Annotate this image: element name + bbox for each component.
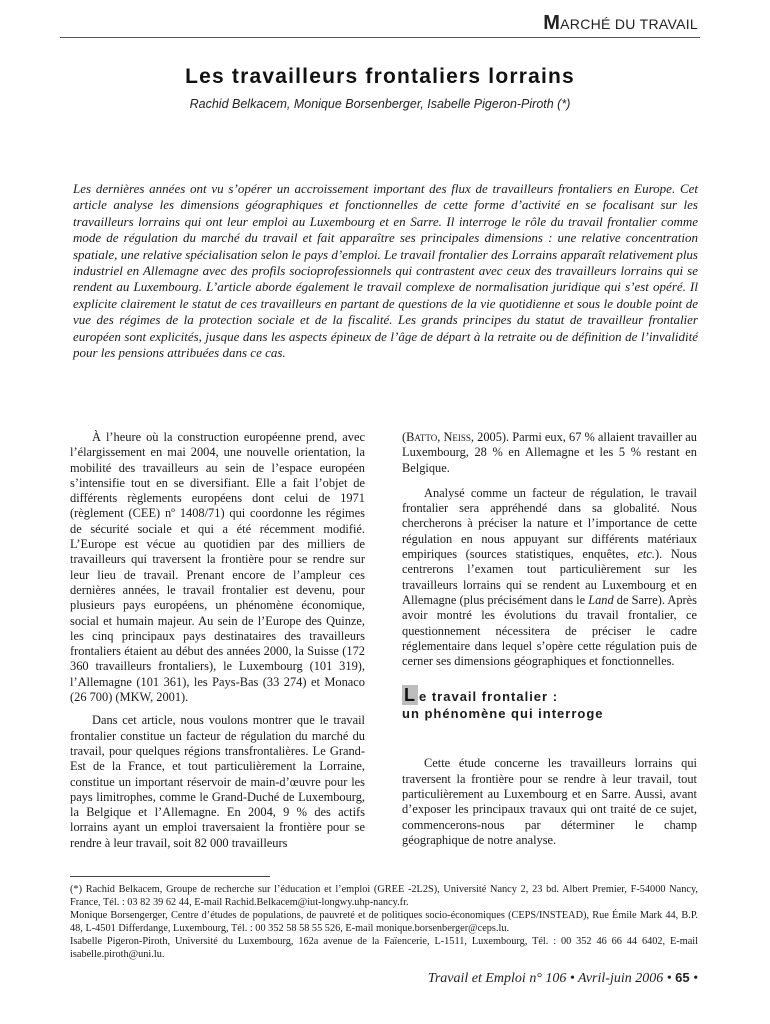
citation-batto: Batto (406, 430, 438, 444)
footnote-pigeron: Isabelle Pigeron-Piroth, Université du Luxembourg, 162a avenue de la Faïencerie, L-1511, Luxembourg, Tél. : 00 352 46 66 44 6402, E-mail isabelle.piroth@uni.lu. (70, 936, 698, 960)
heading-line-1: e travail frontalier : (419, 689, 559, 705)
right-paragraph-1-rest: , 2005). Parmi eux, 67 % allaient travailler au Luxembourg, 28 % en Allemagne et les 5 % restant en Belgique. (402, 430, 697, 475)
page-number: 65 (675, 970, 690, 985)
left-paragraph-2: Dans cet article, nous voulons montrer que le travail frontalier constitue un facteur de régulation du marché du travail, pour quelques régions transfrontalières. Le Grand-Est de la France, et tout particulièrement la Lorraine, constitue un important réservoir de main-d’œuvre pour les pays limitrophes, comme le Grand-Duché de Luxembourg, la Belgique et l’Allemagne. En 2004, 9 % des actifs lorrains ayant un emploi traversaient la frontière pour se rendre à leur travail, soit 82 000 travailleurs (70, 713, 365, 850)
article-authors: Rachid Belkacem, Monique Borsenberger, Isabelle Pigeron-Piroth (*) (189, 97, 571, 111)
journal-reference: Travail et Emploi n° 106 • Avril-juin 2006 • (427, 971, 676, 986)
header-rule (60, 37, 700, 38)
section-tag (543, 12, 698, 35)
right-paragraph-2 (402, 486, 697, 670)
footnote-belkacem: (*) Rachid Belkacem, Groupe de recherche sur l’éducation et l’emploi (GREE -2L2S), Université Nancy 2, 23 bd. Albert Premier, F-54000 Nancy, France, Tél. : 03 82 39 62 44, E-mail Rachid.Belkacem@iut-longwy.uhp-nancy.fr. (70, 884, 698, 908)
section-tag-initial: M (543, 12, 561, 34)
paren: ( (402, 430, 407, 444)
page-footer (428, 970, 698, 987)
footnotes (70, 883, 698, 961)
abstract: Les dernières années ont vu s’opérer un accroissement important des flux de travailleurs frontaliers en Europe. Cet article analyse les dimensions géographiques et fonctionnelles de cette forme d’activité en se focalisant sur les travailleurs lorrains qui ont leur emploi au Luxembourg et en Sarre. Il interroge le rôle du travail frontalier comme mode de régulation du marché du travail et fait apparaître ses principales dimensions : une relative concentration spatiale, une relative spécialisation selon le pays d’emploi. Le travail frontalier des Lorrains apparaît relativement plus industriel en Allemagne avec des profils socioprofessionnels qui contrastent avec ceux des travailleurs lorrains qui se rendent au Luxembourg. L’article aborde également le travail complexe de normalisation juridique qui s’est opéré. Il explicite clairement le statut de ces travailleurs en partant de questions de la vie quotidienne et sous le double point de vue des régimes de la protection sociale et de la fiscalité. Les grands principes du statut de travailleur frontalier européen sont explicités, jusque dans les aspects épineux de l’âge de départ à la retraite ou de définition de l’invalidité pour les pensions attribuées dans ce cas. (73, 181, 698, 361)
section-tag-rest: ARCHÉ DU TRAVAIL (560, 16, 698, 32)
left-paragraph-1: À l’heure où la construction européenne prend, avec l’élargissement en mai 2004, une nouvelle orientation, la mobilité des travailleurs au sein de l’espace européen s’intensifie tout en se diversifiant. Elle a fait l’objet de différents règlements européens dont celui de 1971 (règlement (CEE) nº 1408/71) qui coordonne les régimes de sécurité sociale et qui a été récemment modifié. L’Europe est vécue au quotidien par des milliers de travailleurs qui traversent la frontière pour se rendre sur leur lieu de travail. Prenant encore de l’ampleur ces dernières années, le travail frontalier est devenu, pour plusieurs pays européens, un phénomène économique, social et humain majeur. Au sein de l’Europe des Quinze, les cinq principaux pays destinataires des travailleurs frontaliers étaient au début des années 2000, la Suisse (172 360 travailleurs frontaliers), le Luxembourg (101 319), l’Allemagne (101 361), les Pays-Bas (33 274) et Monaco (26 700) (MKW, 2001). (70, 430, 365, 705)
heading-dropcap: L (404, 685, 416, 706)
right-column (402, 430, 697, 848)
section-heading (402, 685, 697, 722)
page-footer-trail: • (689, 971, 698, 986)
citation-neiss: Neiss (443, 430, 471, 444)
left-column (70, 430, 365, 851)
heading-line-2: un phénomène qui interroge (402, 706, 604, 722)
p2-part-c: de Sarre). Après avoir montré les évolutions du travail frontalier, ce questionnement nécessitera de préciser le cadre réglementaire dans lequel s’opère cette régulation puis de cerner ses dimensions géographiques et fonctionnelles. (402, 592, 697, 669)
footnote-borsenberger: Monique Borsengerger, Centre d’études de populations, de pauvreté et de politiques socio-économiques (CEPS/INSTEAD), Rue Émile Mark 44, B.P. 48, L-4501 Differdange, Luxembourg, Tél. : 00 352 58 58 55 526, E-mail monique.borsenberger@ceps.lu. (70, 910, 698, 934)
p2-part-a: Analysé comme un facteur de régulation, le travail frontalier sera appréhendé dans sa globalité. Nous chercherons à préciser la nature et l’importance de cette régulation en nous appuyant sur différents matériaux empiriques (sources statistiques, enquêtes, (402, 485, 697, 562)
citation-separator: , (437, 430, 444, 444)
article-title: Les travailleurs frontaliers lorrains (185, 65, 575, 88)
p2-etc: etc. (637, 547, 655, 562)
p2-land: Land (588, 592, 614, 607)
right-paragraph-1 (402, 430, 697, 476)
right-paragraph-3: Cette étude concerne les travailleurs lorrains qui traversent la frontière pour se rendre à leur travail, tout particulièrement au Luxembourg et en Sarre. Aussi, avant d’exposer les principaux travaux qui ont traité de ce sujet, commencerons-nous par déterminer le champ géographique de notre analyse. (402, 756, 697, 847)
footnote-rule (70, 876, 270, 877)
p2-part-b: ). Nous centrerons l’examen tout particulièrement sur les travailleurs lorrains qui se rendent au Luxembourg et en Allemagne (plus précisément dans le (402, 547, 697, 607)
